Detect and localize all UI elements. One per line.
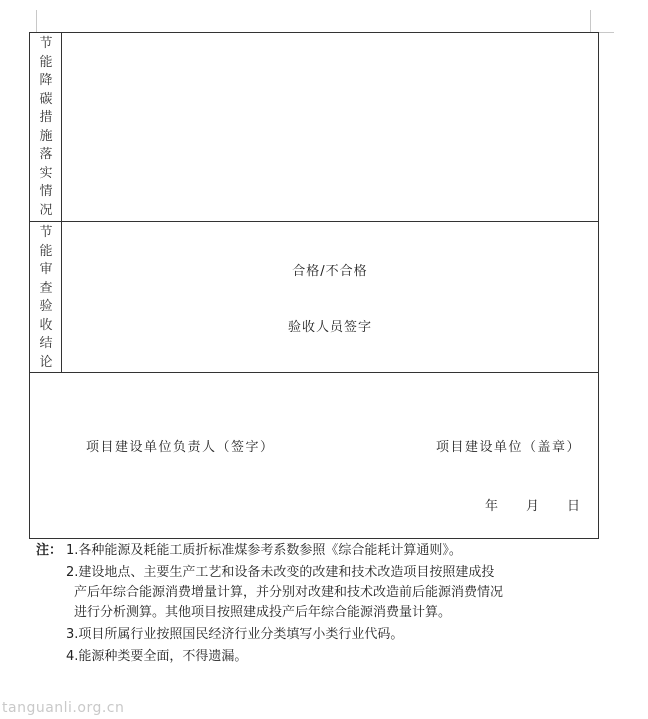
measures-label: 节能降碳措施落实情况 [39,36,53,218]
note-item-3: 3.项目所属行业按照国民经济行业分类填写小类行业代码。 [66,627,404,642]
unit-seal-text: 项目建设单位（盖章） [436,440,582,455]
leader-signature-text: 项目建设单位负责人（签字） [86,440,275,455]
verdict-text: 合格/不合格 [292,264,368,279]
measures-content-cell [62,33,598,221]
watermark-text: tanguanli.org.cn [2,700,125,716]
note-item-1: 1.各种能源及耗能工质折标准煤参考系数参照《综合能耗计算通则》。 [66,543,462,558]
crop-mark-top-right [598,32,614,33]
notes-title: 注： [36,543,63,558]
crop-mark-left [36,10,37,32]
signature-row [30,373,598,538]
inspector-signature-text: 验收人员签字 [287,320,372,335]
date-year: 年 [485,499,499,514]
conclusion-label-cell [30,222,62,372]
crop-mark-right [590,10,591,32]
date-day: 日 [567,499,581,514]
note-item-4: 4.能源种类要全面，不得遗漏。 [66,649,248,664]
conclusion-content-cell [62,222,598,372]
note-item-2-line-3: 进行分析测算。其他项目按照建成投产后年综合能源消费量计算。 [74,605,452,620]
acceptance-form-table [29,32,599,539]
date-month: 月 [526,499,540,514]
conclusion-label: 节能审查验收结论 [39,225,53,370]
measures-row [30,33,598,222]
measures-label-cell [30,33,62,221]
note-item-2-line-1: 2.建设地点、主要生产工艺和设备未改变的改建和技术改造项目按照建成投 [66,565,495,580]
note-item-2 [66,563,626,623]
conclusion-row [30,222,598,373]
note-item-2-line-2: 产后年综合能源消费增量计算，并分别对改建和技术改造前后能源消费情况 [74,585,504,600]
